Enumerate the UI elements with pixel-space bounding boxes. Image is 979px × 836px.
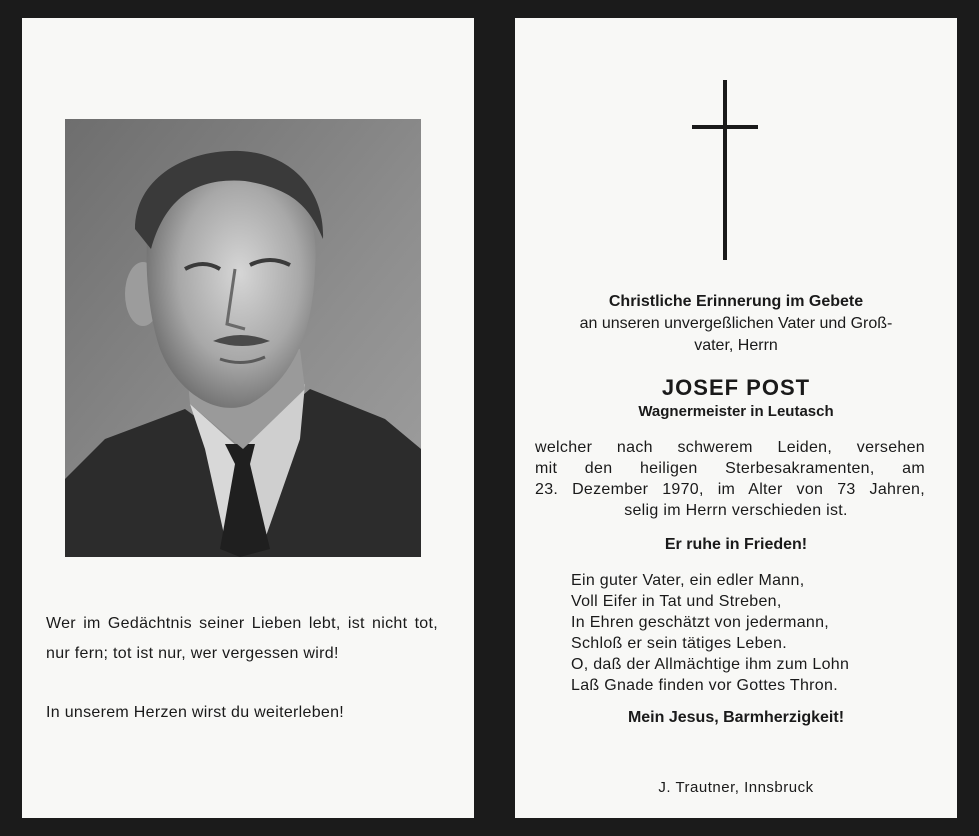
deceased-name: JOSEF POST xyxy=(661,375,811,400)
occupation: Wagnermeister in Leutasch xyxy=(638,403,834,420)
obituary-line: 23. Dezember 1970, im Alter von 73 Jahren, xyxy=(535,481,925,498)
memorial-verse: Wer im Gedächtnis seiner Lieben lebt, ist nicht tot, nur fern; tot ist nur, wer vergessen wird! xyxy=(46,615,438,662)
intro-line: an unseren unvergeßlichen Vater und Groß- xyxy=(579,315,893,332)
printer-credit: J. Trautner, Innsbruck xyxy=(658,779,814,796)
rest-in-peace-line: Er ruhe in Frieden! xyxy=(664,536,808,553)
remembrance-heading: Christliche Erinnerung im Gebete xyxy=(608,293,864,310)
poem-line: Schloß er sein tätiges Leben. xyxy=(571,635,787,652)
poem-line: In Ehren geschätzt von jedermann, xyxy=(571,614,830,631)
poem-line: Voll Eifer in Tat und Streben, xyxy=(571,593,782,610)
cross-icon xyxy=(690,80,760,260)
obituary-line: selig im Herrn verschieden ist. xyxy=(624,502,848,519)
prayer-line: Mein Jesus, Barmherzigkeit! xyxy=(627,709,845,726)
intro-line: vater, Herrn xyxy=(694,337,778,354)
poem-line: Laß Gnade finden vor Gottes Thron. xyxy=(571,677,838,694)
portrait-photo xyxy=(65,119,421,557)
poem-line: Ein guter Vater, ein edler Mann, xyxy=(571,572,805,589)
obituary-line: welcher nach schwerem Leiden, versehen xyxy=(535,439,925,456)
obituary-line: mit den heiligen Sterbesakramenten, am xyxy=(535,460,925,477)
portrait-image xyxy=(65,119,421,557)
memorial-closing-line: In unserem Herzen wirst du weiterleben! xyxy=(46,704,345,721)
left-card-panel xyxy=(22,18,474,818)
poem-line: O, daß der Allmächtige ihm zum Lohn xyxy=(571,656,850,673)
right-card-panel xyxy=(515,18,957,818)
